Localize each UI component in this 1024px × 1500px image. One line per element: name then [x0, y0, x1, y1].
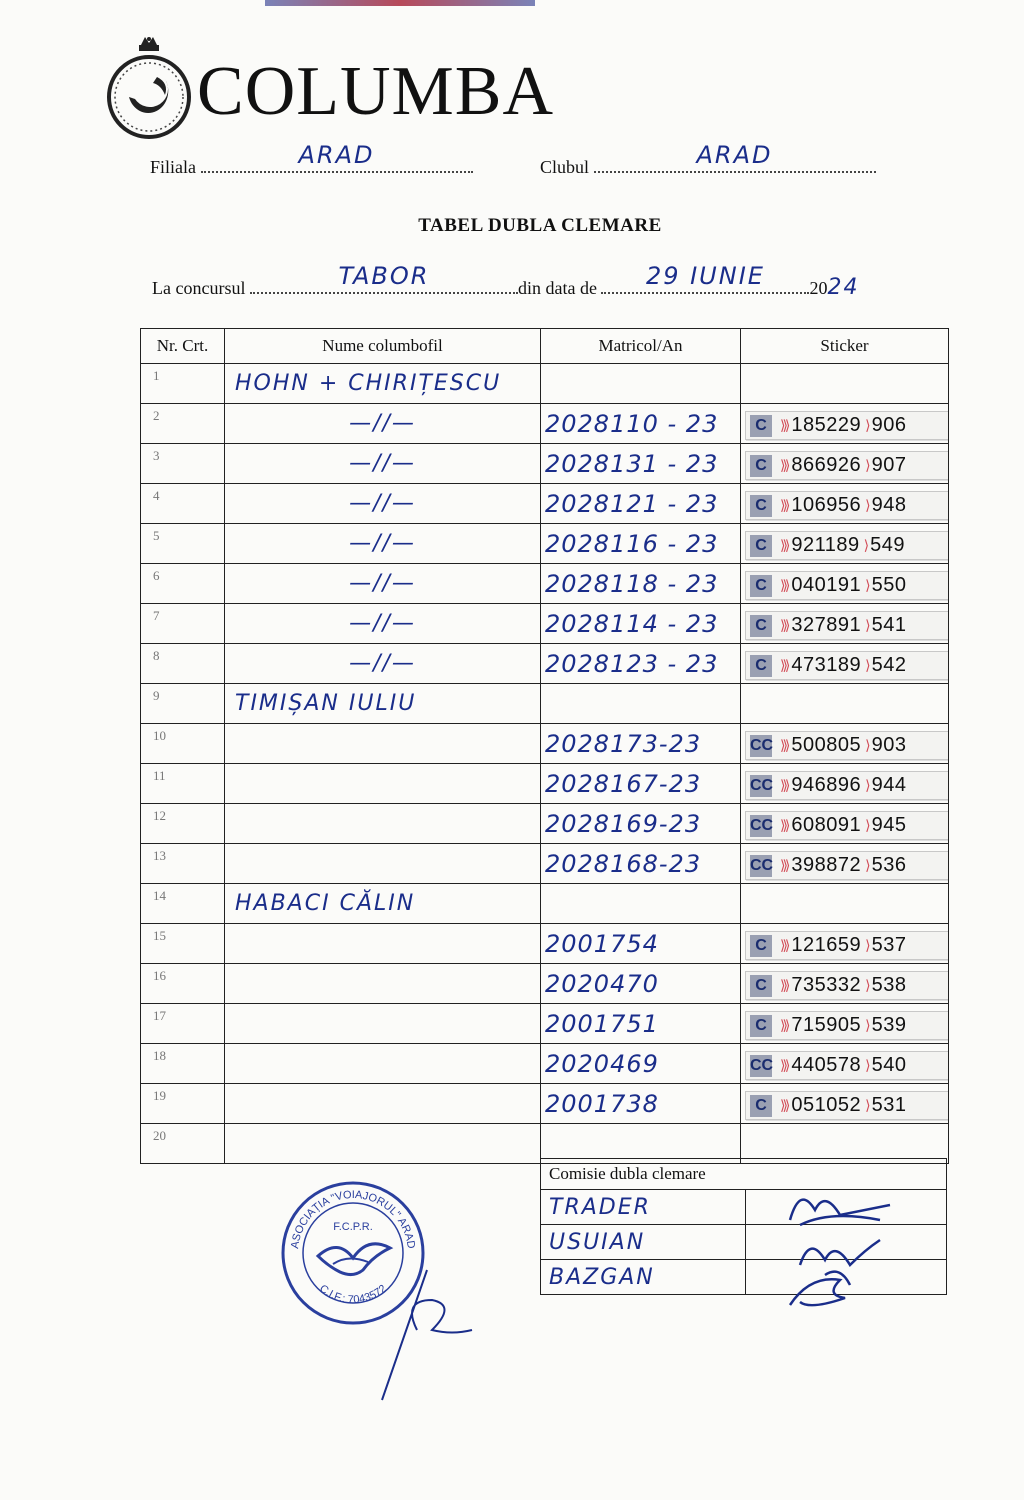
sticker-suffix: 539	[871, 1014, 907, 1036]
sticker-suffix: 948	[871, 494, 907, 516]
table-row	[141, 364, 949, 404]
row-number: 2	[141, 404, 225, 444]
row-number: 16	[141, 964, 225, 1004]
sticker-label	[745, 1051, 949, 1080]
sticker-prefix: CC	[750, 815, 772, 837]
row-sticker-cell	[741, 844, 949, 884]
sticker-suffix: 536	[871, 854, 907, 876]
sticker-suffix: 541	[871, 614, 907, 636]
row-sticker-cell	[741, 484, 949, 524]
row-name-cell	[225, 604, 541, 644]
table-row	[141, 404, 949, 444]
sticker-prefix: C	[750, 1095, 772, 1117]
row-name: TIMIȘAN IULIU	[235, 691, 417, 716]
row-name-cell	[225, 684, 541, 724]
top-color-strip	[265, 0, 535, 6]
row-name: —//—	[349, 531, 416, 556]
sticker-prefix: CC	[750, 735, 772, 757]
table-row	[141, 1084, 949, 1124]
row-number: 14	[141, 884, 225, 924]
row-matricol-cell	[541, 804, 741, 844]
sticker-label	[745, 451, 949, 480]
row-number: 10	[141, 724, 225, 764]
row-matricol	[541, 370, 545, 398]
row-matricol	[541, 690, 545, 718]
sticker-wave-icon: ⟩⟩⟩	[780, 1057, 788, 1073]
row-matricol-cell	[541, 724, 741, 764]
sticker-wave-icon: ⟩⟩⟩	[780, 537, 788, 553]
row-number: 17	[141, 1004, 225, 1044]
table-row	[141, 684, 949, 724]
row-sticker-cell	[741, 444, 949, 484]
sticker-wave-icon: ⟩	[863, 537, 867, 553]
sticker-suffix: 550	[871, 574, 907, 596]
commission-signatures	[770, 1180, 920, 1320]
sticker-code: 921189	[791, 534, 860, 556]
row-number: 15	[141, 924, 225, 964]
row-number: 3	[141, 444, 225, 484]
sticker-wave-icon: ⟩	[865, 777, 868, 793]
year-suffix: 24	[827, 275, 860, 300]
sticker-prefix: C	[750, 975, 772, 997]
row-name: HOHN + CHIRIȚESCU	[235, 371, 502, 396]
sticker-code: 946896	[791, 774, 862, 796]
row-name-cell	[225, 964, 541, 1004]
sticker-code: 398872	[791, 854, 862, 876]
row-matricol	[541, 890, 545, 918]
row-name: —//—	[349, 451, 416, 476]
row-number: 5	[141, 524, 225, 564]
table-row	[141, 924, 949, 964]
sticker-label	[745, 531, 949, 560]
sticker-prefix: C	[750, 415, 772, 437]
row-matricol: 2028167-23	[545, 769, 702, 798]
table-row	[141, 484, 949, 524]
concurs-field	[152, 262, 860, 300]
sticker-wave-icon: ⟩⟩⟩	[780, 457, 788, 473]
sticker-code: 440578	[791, 1054, 862, 1076]
sticker-prefix: C	[750, 935, 772, 957]
sticker-wave-icon: ⟩	[865, 577, 868, 593]
row-matricol: 2028114 - 23	[545, 609, 719, 638]
concurs-label: La concursul	[152, 278, 246, 298]
sticker-wave-icon: ⟩⟩⟩	[780, 937, 788, 953]
sticker-wave-icon: ⟩⟩⟩	[780, 777, 788, 793]
filiala-dots	[201, 141, 473, 173]
document-title: TABEL DUBLA CLEMARE	[418, 215, 662, 236]
row-matricol: 2001738	[545, 1089, 659, 1118]
row-number: 4	[141, 484, 225, 524]
row-name-cell	[225, 804, 541, 844]
row-number: 9	[141, 684, 225, 724]
sticker-prefix: C	[750, 575, 772, 597]
row-sticker-cell	[741, 604, 949, 644]
sticker-suffix: 542	[871, 654, 907, 676]
row-sticker-cell	[741, 964, 949, 1004]
sticker-wave-icon: ⟩	[865, 617, 868, 633]
row-sticker-cell	[741, 764, 949, 804]
row-name: —//—	[349, 491, 416, 516]
row-name-cell	[225, 764, 541, 804]
table-row	[141, 844, 949, 884]
sticker-wave-icon: ⟩⟩⟩	[780, 657, 788, 673]
sticker-code: 500805	[791, 734, 862, 756]
row-sticker-cell	[741, 524, 949, 564]
sticker-wave-icon: ⟩	[865, 457, 868, 473]
commission-member-name: TRADER	[549, 1194, 651, 1220]
row-name-cell	[225, 404, 541, 444]
row-matricol: 2028168-23	[545, 849, 702, 878]
row-number: 13	[141, 844, 225, 884]
row-sticker-cell	[741, 404, 949, 444]
row-matricol-cell	[541, 884, 741, 924]
row-name-cell	[225, 724, 541, 764]
table-row	[141, 564, 949, 604]
row-name: —//—	[349, 611, 416, 636]
sticker-wave-icon: ⟩	[865, 737, 868, 753]
sticker-suffix: 907	[871, 454, 907, 476]
row-matricol-cell	[541, 1084, 741, 1124]
row-name-cell	[225, 644, 541, 684]
sticker-wave-icon: ⟩⟩⟩	[780, 1017, 788, 1033]
row-name-cell	[225, 884, 541, 924]
row-matricol: 2028116 - 23	[545, 529, 719, 558]
table-row	[141, 444, 949, 484]
sticker-suffix: 537	[871, 934, 907, 956]
sticker-label	[745, 731, 949, 760]
row-sticker-cell	[741, 364, 949, 404]
commission-title: Comisie dubla clemare	[541, 1159, 947, 1190]
dubla-clemare-table	[140, 328, 949, 1164]
sticker-wave-icon: ⟩⟩⟩	[780, 577, 788, 593]
clubul-field	[540, 141, 876, 178]
sticker-label	[745, 811, 949, 840]
row-matricol-cell	[541, 684, 741, 724]
table-row	[141, 1044, 949, 1084]
table-row	[141, 724, 949, 764]
row-number: 12	[141, 804, 225, 844]
table-header-row	[141, 329, 949, 364]
table-row	[141, 524, 949, 564]
row-name: —//—	[349, 411, 416, 436]
sticker-suffix: 549	[870, 534, 905, 556]
row-name-cell	[225, 1044, 541, 1084]
sticker-label	[745, 651, 949, 680]
col-header-sticker: Sticker	[741, 329, 949, 364]
table-row	[141, 804, 949, 844]
sticker-wave-icon: ⟩⟩⟩	[780, 857, 788, 873]
table-row	[141, 1004, 949, 1044]
sticker-wave-icon: ⟩⟩⟩	[780, 1097, 788, 1113]
table-row	[141, 964, 949, 1004]
row-matricol-cell	[541, 1004, 741, 1044]
sticker-wave-icon: ⟩⟩⟩	[780, 977, 788, 993]
row-matricol-cell	[541, 764, 741, 804]
date-value: 29 IUNIE	[645, 262, 765, 290]
row-name: —//—	[349, 571, 416, 596]
sticker-prefix: C	[750, 495, 772, 517]
sticker-wave-icon: ⟩	[865, 657, 868, 673]
row-sticker-cell	[741, 924, 949, 964]
sticker-suffix: 944	[871, 774, 907, 796]
sticker-code: 473189	[791, 654, 862, 676]
commission-member-name: USUIAN	[549, 1229, 646, 1255]
commission-member-name: BAZGAN	[549, 1264, 655, 1290]
row-name-cell	[225, 484, 541, 524]
row-matricol-cell	[541, 484, 741, 524]
row-matricol	[541, 1130, 545, 1158]
sticker-prefix: C	[750, 455, 772, 477]
row-matricol-cell	[541, 964, 741, 1004]
row-sticker-cell	[741, 724, 949, 764]
sticker-label	[745, 1011, 949, 1040]
row-matricol: 2028169-23	[545, 809, 702, 838]
row-matricol-cell	[541, 604, 741, 644]
sticker-suffix: 945	[871, 814, 907, 836]
sticker-suffix: 538	[871, 974, 907, 996]
sticker-wave-icon: ⟩	[865, 1057, 868, 1073]
row-name-cell	[225, 364, 541, 404]
row-matricol: 2020470	[545, 969, 659, 998]
row-sticker-cell	[741, 1044, 949, 1084]
sticker-wave-icon: ⟩	[865, 817, 868, 833]
table-row	[141, 884, 949, 924]
table-row	[141, 644, 949, 684]
sticker-label	[745, 571, 949, 600]
sticker-prefix: C	[750, 535, 772, 557]
row-matricol-cell	[541, 444, 741, 484]
sticker-wave-icon: ⟩	[865, 857, 868, 873]
row-name-cell	[225, 1124, 541, 1164]
table-row	[141, 604, 949, 644]
sticker-code: 185229	[791, 414, 862, 436]
stamp-top-text: ASOCIAȚIA "VOIAJORUL" ARAD	[289, 1188, 417, 1250]
sticker-wave-icon: ⟩	[865, 1097, 868, 1113]
filiala-label: Filiala	[150, 157, 196, 177]
row-name-cell	[225, 1004, 541, 1044]
columba-crown-logo-icon	[105, 35, 193, 145]
stamp-signature	[372, 1260, 482, 1410]
sticker-wave-icon: ⟩⟩⟩	[780, 737, 788, 753]
sticker-suffix: 531	[871, 1094, 907, 1116]
row-name-cell	[225, 844, 541, 884]
row-name-cell	[225, 564, 541, 604]
row-number: 18	[141, 1044, 225, 1084]
sticker-prefix: CC	[750, 1055, 772, 1077]
sticker-code: 327891	[791, 614, 862, 636]
sticker-prefix: CC	[750, 775, 772, 797]
row-matricol: 2001754	[545, 929, 659, 958]
row-matricol-cell	[541, 404, 741, 444]
sticker-label	[745, 411, 949, 440]
sticker-label	[745, 771, 949, 800]
col-header-nr: Nr. Crt.	[141, 329, 225, 364]
row-sticker-cell	[741, 684, 949, 724]
row-matricol-cell	[541, 564, 741, 604]
sticker-label	[745, 971, 949, 1000]
row-number: 19	[141, 1084, 225, 1124]
row-name-cell	[225, 1084, 541, 1124]
sticker-wave-icon: ⟩	[865, 497, 868, 513]
row-matricol: 2028118 - 23	[545, 569, 719, 598]
sticker-code: 121659	[791, 934, 862, 956]
sticker-label	[745, 1091, 949, 1120]
row-sticker-cell	[741, 1084, 949, 1124]
row-number: 7	[141, 604, 225, 644]
sticker-wave-icon: ⟩	[865, 977, 868, 993]
sticker-code: 040191	[791, 574, 862, 596]
row-matricol-cell	[541, 924, 741, 964]
row-number: 1	[141, 364, 225, 404]
row-matricol-cell	[541, 1044, 741, 1084]
sticker-code: 106956	[791, 494, 862, 516]
row-matricol: 2001751	[545, 1009, 659, 1038]
row-number: 11	[141, 764, 225, 804]
stamp-bottom-text: C.I.F.: 7043572	[317, 1282, 389, 1307]
sticker-suffix: 906	[871, 414, 907, 436]
clubul-label: Clubul	[540, 157, 590, 177]
sticker-wave-icon: ⟩⟩⟩	[780, 497, 788, 513]
row-sticker-cell	[741, 1004, 949, 1044]
sticker-wave-icon: ⟩	[865, 937, 868, 953]
sticker-prefix: CC	[750, 855, 772, 877]
sticker-prefix: C	[750, 655, 772, 677]
table-row	[141, 764, 949, 804]
sticker-code: 051052	[791, 1094, 862, 1116]
row-name: —//—	[349, 651, 416, 676]
sticker-prefix: C	[750, 1015, 772, 1037]
brand-header	[105, 35, 565, 145]
sticker-label	[745, 851, 949, 880]
row-number: 20	[141, 1124, 225, 1164]
concurs-value: TABOR	[338, 262, 430, 290]
row-sticker-cell	[741, 564, 949, 604]
row-sticker-cell	[741, 644, 949, 684]
clubul-value: ARAD	[696, 141, 773, 169]
sticker-code: 608091	[791, 814, 862, 836]
row-name-cell	[225, 444, 541, 484]
row-name-cell	[225, 924, 541, 964]
sticker-wave-icon: ⟩⟩⟩	[780, 617, 788, 633]
row-matricol-cell	[541, 644, 741, 684]
sticker-wave-icon: ⟩	[865, 1017, 868, 1033]
row-name-cell	[225, 524, 541, 564]
sticker-label	[745, 611, 949, 640]
row-matricol: 2028110 - 23	[545, 409, 719, 438]
row-matricol-cell	[541, 844, 741, 884]
sticker-suffix: 903	[871, 734, 907, 756]
sticker-code: 735332	[791, 974, 862, 996]
sticker-code: 866926	[791, 454, 862, 476]
filiala-value: ARAD	[298, 141, 375, 169]
col-header-matricol: Matricol/An	[541, 329, 741, 364]
sticker-code: 715905	[791, 1014, 862, 1036]
row-matricol-cell	[541, 364, 741, 404]
sticker-label	[745, 491, 949, 520]
row-number: 6	[141, 564, 225, 604]
sticker-suffix: 540	[871, 1054, 907, 1076]
sticker-prefix: C	[750, 615, 772, 637]
row-matricol: 2020469	[545, 1049, 659, 1078]
sticker-wave-icon: ⟩⟩⟩	[780, 417, 788, 433]
sticker-label	[745, 931, 949, 960]
row-matricol: 2028131 - 23	[545, 449, 719, 478]
row-matricol: 2028123 - 23	[545, 649, 719, 678]
clubul-dots	[594, 141, 876, 173]
row-number: 8	[141, 644, 225, 684]
year-prefix: 20	[809, 278, 828, 298]
sticker-wave-icon: ⟩⟩⟩	[780, 817, 788, 833]
stamp-mid-text: F.C.P.R.	[333, 1221, 373, 1233]
date-label: din data de	[517, 278, 597, 298]
concurs-dots	[250, 262, 518, 294]
row-sticker-cell	[741, 884, 949, 924]
filiala-field	[150, 141, 473, 178]
row-name: HABACI CĂLIN	[235, 891, 416, 916]
col-header-name: Nume columbofil	[225, 329, 541, 364]
date-dots	[601, 262, 809, 294]
row-matricol: 2028173-23	[545, 729, 702, 758]
row-matricol-cell	[541, 524, 741, 564]
sticker-wave-icon: ⟩	[865, 417, 868, 433]
row-matricol: 2028121 - 23	[545, 489, 719, 518]
row-sticker-cell	[741, 804, 949, 844]
brand-name: COLUMBA	[197, 53, 555, 130]
